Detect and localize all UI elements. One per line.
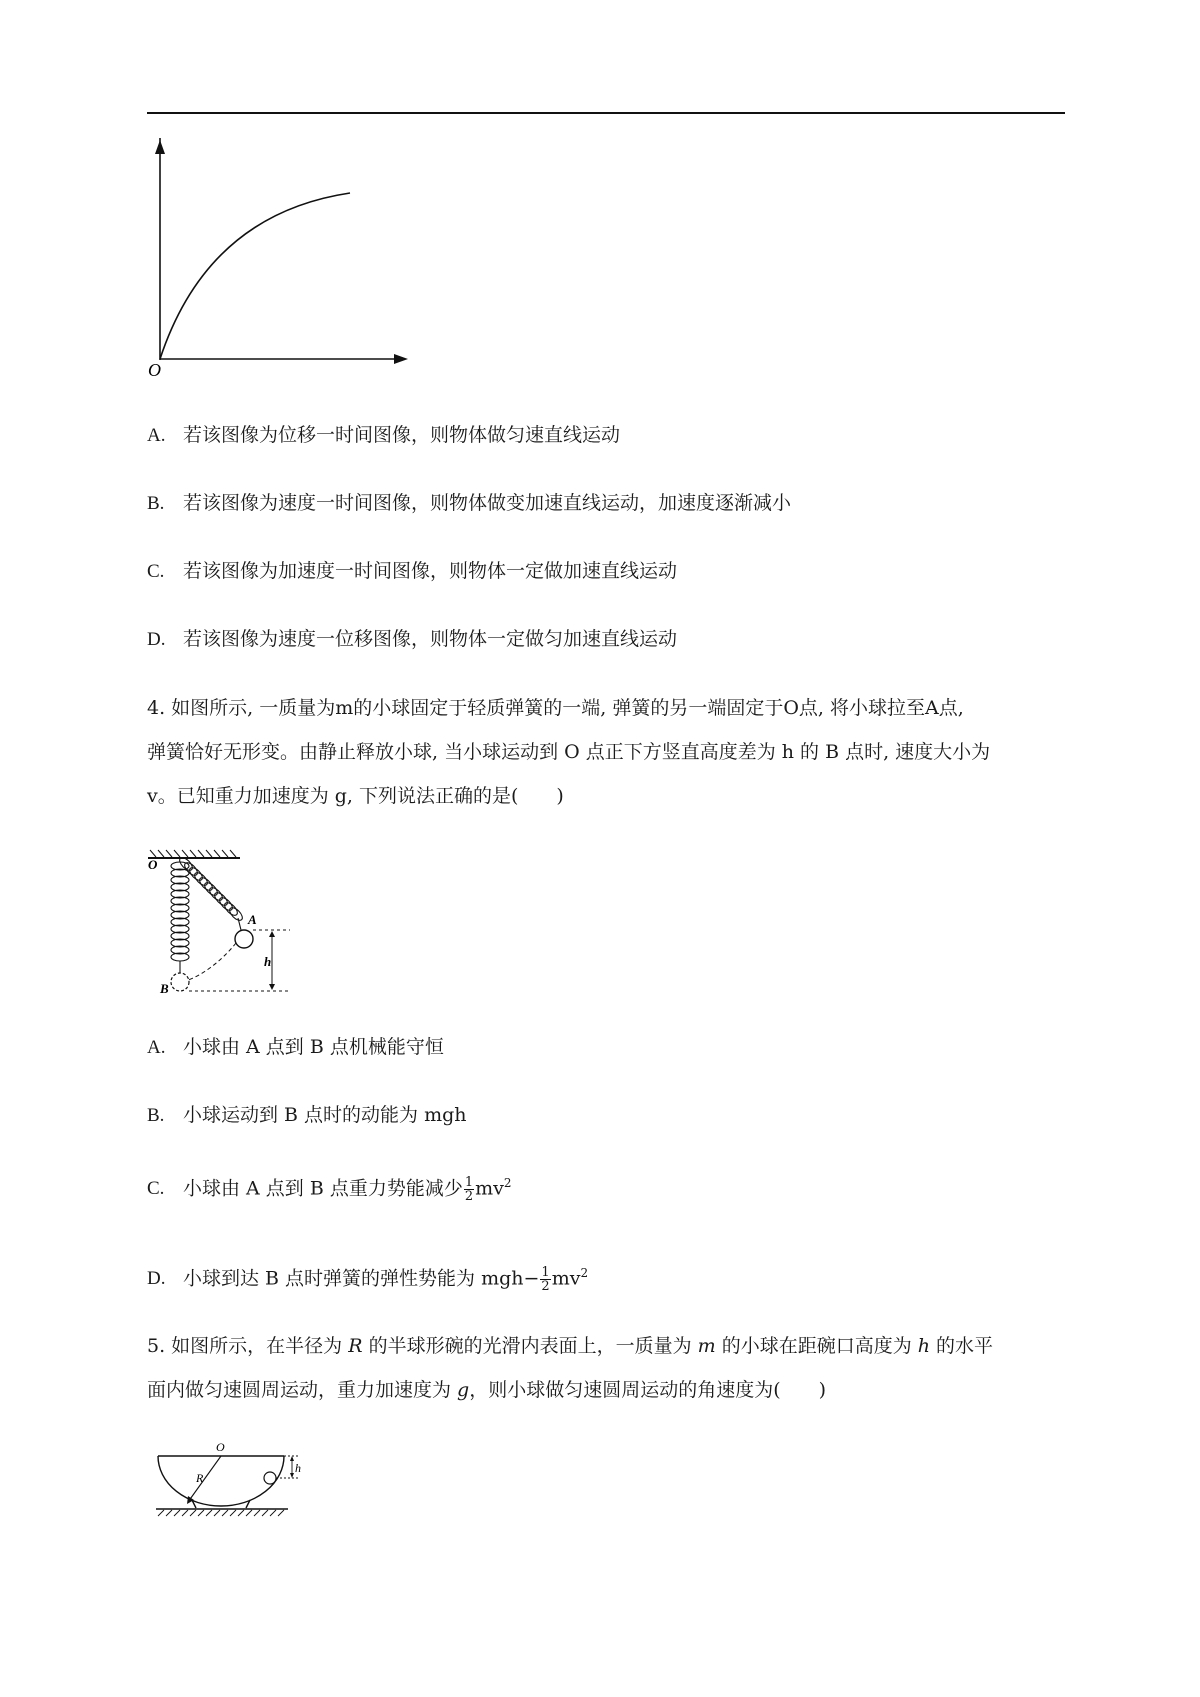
- q4-option-b: [147, 1102, 467, 1129]
- q3-option-b: [147, 490, 791, 517]
- radius-line: [188, 1456, 221, 1502]
- q3-option-d: [147, 626, 677, 653]
- option-text: 若该图像为位移一时间图像，则物体做匀速直线运动: [183, 424, 621, 446]
- header-rule: [147, 112, 1065, 114]
- option-text: 若该图像为加速度一时间图像，则物体一定做加速直线运动: [183, 560, 678, 582]
- vertical-spring: [171, 862, 189, 973]
- option-label: A.: [147, 1037, 166, 1058]
- label-r: R: [196, 1471, 204, 1485]
- q4-option-c: C. 小球由 A 点到 B 点重力势能减少 $\frac{1}{2}$ $mv^2$: [147, 1174, 512, 1204]
- ceiling: [148, 850, 240, 858]
- fraction: $\frac{1}{2}$: [464, 1174, 474, 1204]
- option-text: 小球运动到 B 点时的动能为 mgh: [183, 1104, 467, 1126]
- origin-label: O: [148, 360, 161, 378]
- ball-b-dashed: [171, 973, 189, 991]
- q4-stem-line: v。已知重力加速度为 g, 下列说法正确的是( ): [147, 785, 564, 807]
- ball-a: [235, 930, 253, 948]
- q5-stem-line: 5. 如图所示，在半径为 R 的半球形碗的光滑内表面上，一质量为 m 的小球在距碗口高度为 h 的水平: [147, 1335, 994, 1357]
- label-o: O: [216, 1440, 225, 1454]
- q4-stem-line: 弹簧恰好无形变。由静止释放小球, 当小球运动到 O 点正下方竖直高度差为 h 的 B 点时, 速度大小为: [147, 741, 991, 763]
- graph-curve: [160, 193, 350, 359]
- option-label: A.: [147, 425, 166, 446]
- q5-stem: [147, 1324, 1067, 1412]
- option-text: 小球由 A 点到 B 点重力势能减少: [183, 1177, 463, 1200]
- y-axis-arrowhead: [155, 140, 165, 154]
- q3-curve-graph: [140, 138, 410, 378]
- ball: [264, 1472, 276, 1484]
- option-text: 小球由 A 点到 B 点机械能守恒: [183, 1036, 444, 1058]
- q3-option-a: [147, 422, 620, 449]
- q4-spring-figure: [140, 848, 300, 996]
- option-label: C.: [147, 1178, 165, 1200]
- option-label: B.: [147, 493, 165, 514]
- slanted-spring: [178, 856, 245, 930]
- q3-option-c: [147, 558, 677, 585]
- fraction: $\frac{1}{2}$: [541, 1264, 550, 1294]
- trajectory-dashed: [188, 943, 236, 980]
- option-text: 若该图像为速度一位移图像，则物体一定做匀加速直线运动: [183, 628, 678, 650]
- q4-option-a: [147, 1034, 444, 1061]
- option-label: C.: [147, 561, 165, 582]
- option-text: 若该图像为速度一时间图像，则物体做变加速直线运动，加速度逐渐减小: [183, 492, 792, 514]
- label-a: A: [248, 912, 257, 927]
- q4-stem-line: 4. 如图所示, 一质量为m的小球固定于轻质弹簧的一端, 弹簧的另一端固定于O点, 将小球拉至A点,: [147, 697, 964, 719]
- q5-stem-line: 面内做匀速圆周运动，重力加速度为 g，则小球做匀速圆周运动的角速度为( ): [147, 1379, 827, 1401]
- option-label: D.: [147, 629, 166, 650]
- label-b: B: [160, 981, 169, 996]
- label-h: h: [295, 1461, 301, 1475]
- x-axis-arrowhead: [394, 354, 408, 364]
- q5-bowl-figure: [150, 1436, 310, 1536]
- option-label: B.: [147, 1105, 165, 1126]
- option-label: D.: [147, 1268, 166, 1290]
- label-o: O: [148, 857, 158, 872]
- option-text: 小球到达 B 点时弹簧的弹性势能为 mgh−: [183, 1267, 540, 1290]
- q4-option-d: D. 小球到达 B 点时弹簧的弹性势能为 mgh− $\frac{1}{2}$ $mv^2$: [147, 1264, 589, 1294]
- label-h: h: [264, 954, 272, 969]
- ground-hatch: [158, 1510, 284, 1516]
- q4-stem: [147, 686, 1067, 818]
